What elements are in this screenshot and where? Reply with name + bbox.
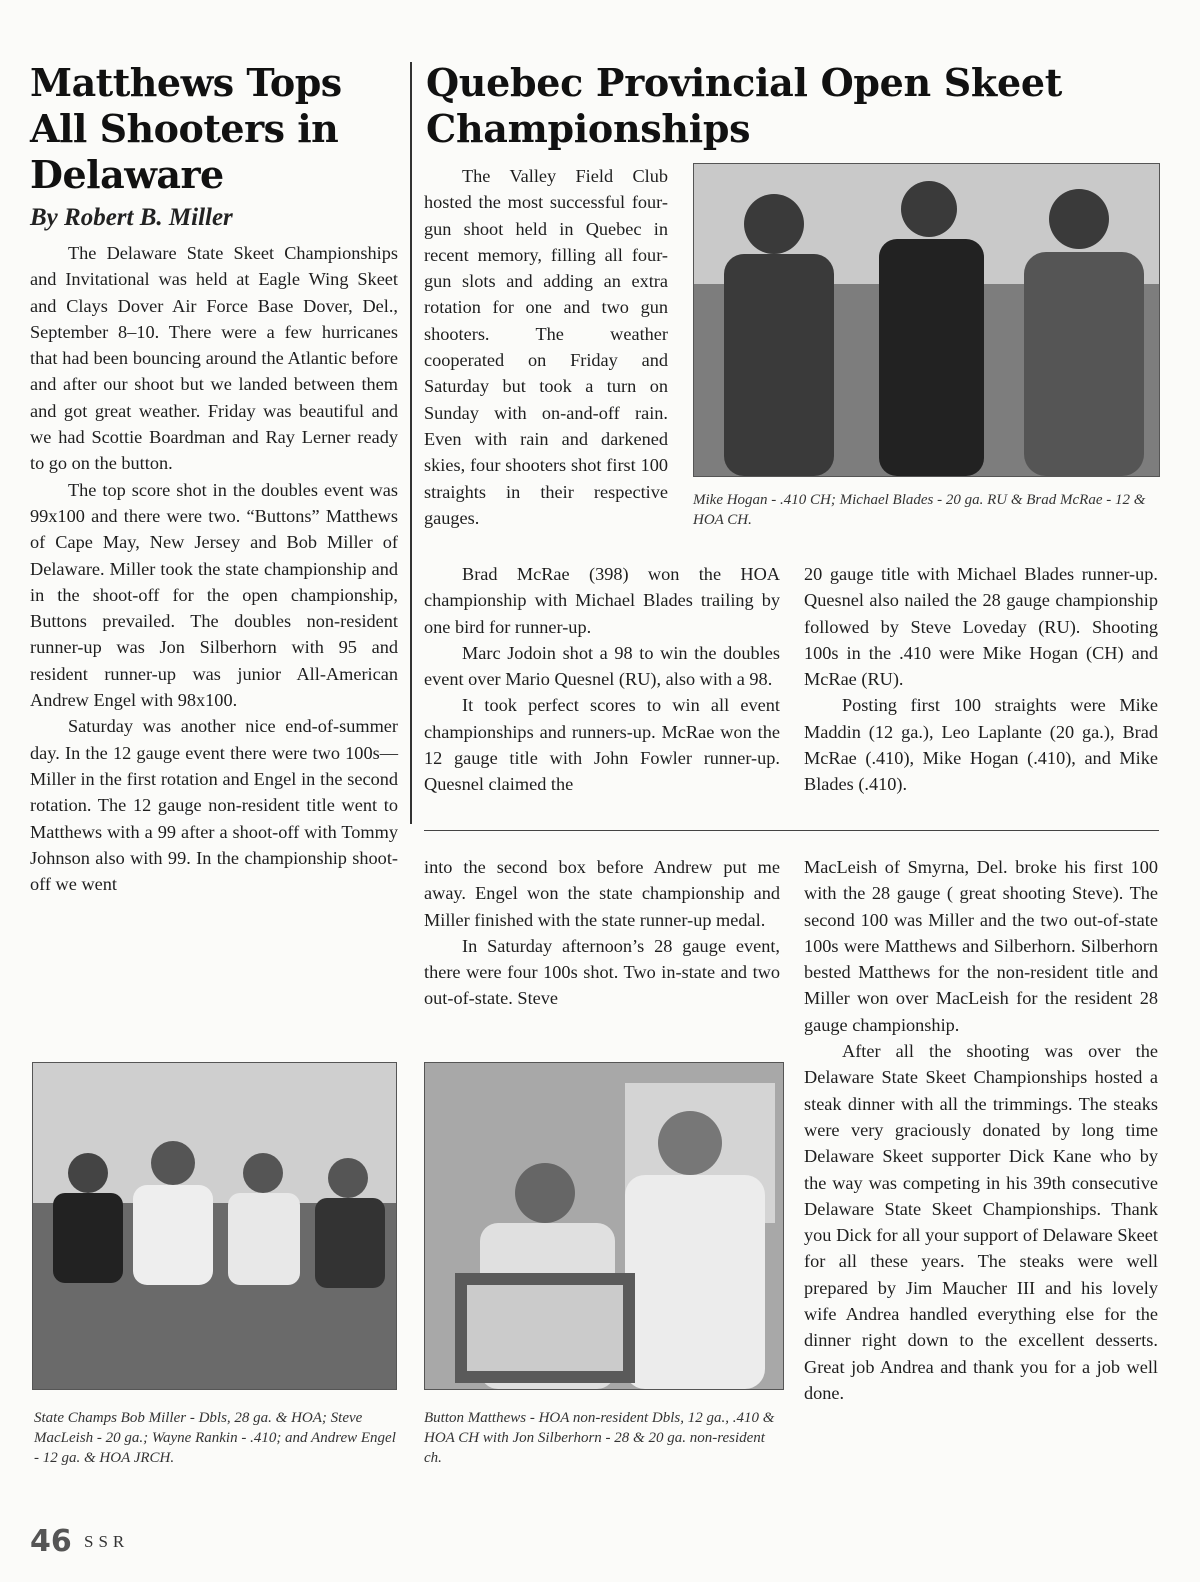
paragraph: Posting first 100 straights were Mike Maddin (12 ga.), Leo Laplante (20 ga.), Brad McRae (.410), Mike Hogan (.410), and Mike Blades (.410). — [804, 695, 1158, 795]
paragraph: The top score shot in the doubles event was 99x100 and there were two. “Buttons” Matthews of Cape May, New Jersey and Bob Miller of Delaware. Miller took the state championship and in the shoot-off for the open championship, Buttons prevailed. The doubles non-resident runner-up was Jon Silberhorn with 95 and resident runner-up was junior All-American Andrew Engel with 98x100. — [30, 479, 398, 711]
photo-state-champs — [32, 1062, 397, 1390]
left-article-column-3 — [804, 854, 1158, 1406]
photo-caption-state-champs: State Champs Bob Miller - Dbls, 28 ga. & HOA; Steve MacLeish - 20 ga.; Wayne Rankin - .410; and Andrew Engel - 12 ga. & HOA JRCH. — [34, 1410, 396, 1466]
left-article-headline: Matthews Tops All Shooters in Delaware — [30, 60, 342, 197]
paragraph: It took perfect scores to win all event championships and runners-up. McRae won the 12 gauge title with John Fowler runner-up. Quesnel claimed the — [424, 695, 780, 795]
paragraph: 20 gauge title with Michael Blades runner-up. Quesnel also nailed the 28 gauge championship followed by Steve Loveday (RU). Shooting 100s in the .410 were Mike Hogan (CH) and McRae (RU). — [804, 564, 1158, 690]
left-article-column-1 — [30, 240, 398, 897]
publication-label: SSR — [84, 1532, 130, 1551]
paragraph: MacLeish of Smyrna, Del. broke his first 100 with the 28 gauge ( great shooting Steve). The second 100 was Miller and the two out-of-state 100s were Matthews and Silberhorn. Silberhorn bested Matthews for the non-resident title and Miller won over MacLeish for the resident 28 gauge championship. — [804, 857, 1158, 1035]
paragraph: In Saturday afternoon’s 28 gauge event, there were four 100s shot. Two in-state and two out-of-state. Steve — [424, 935, 780, 1009]
paragraph: The Delaware State Skeet Championships and Invitational was held at Eagle Wing Skeet and Clays Dover Air Force Base Dover, Del., September 8–10. There were a few hurricanes that had been bouncing around the Atlantic before and after our shoot but we landed between them and got great weather. Friday was beautiful and we had Scottie Boardman and Ray Lerner ready to go on the button. — [30, 243, 398, 474]
photo-button-matthews — [424, 1062, 784, 1390]
paragraph: Brad McRae (398) won the HOA championship with Michael Blades trailing by one bird for runner-up. — [424, 564, 780, 637]
photo-caption-quebec: Mike Hogan - .410 CH; Michael Blades - 20 ga. RU & Brad McRae - 12 & HOA CH. — [693, 492, 1146, 528]
paragraph: Saturday was another nice end-of-summer day. In the 12 gauge event there were two 100s—Miller in the first rotation and Engel in the second rotation. The 12 gauge non-resident title went to Matthews with a 99 after a shoot-off with Tommy Johnson also with 99. In the championship shoot-off we went — [30, 716, 398, 895]
left-article-column-2 — [424, 854, 780, 1012]
photo-caption-button-matthews: Button Matthews - HOA non-resident Dbls, 12 ga., .410 & HOA CH with Jon Silberhorn - 28 & 20 ga. non-resident ch. — [424, 1410, 775, 1466]
byline: By Robert B. Miller — [30, 204, 233, 231]
paragraph: Marc Jodoin shot a 98 to win the doubles event over Mario Quesnel (RU), also with a 98. — [424, 642, 780, 690]
paragraph: After all the shooting was over the Delaware State Skeet Championships hosted a steak dinner with all the trimmings. The steaks were very graciously donated by long time Delaware Skeet supporter Dick Kane who by the way was competing in his 39th consecutive Delaware State Skeet Championships. Thank you Dick for all your support of Delaware Skeet for all these years. The steaks were well prepared by Jim Maucher III and his lovely wife Andrea handled everything else for the dinner right down to the excellent desserts. Great job Andrea and thank you for a job well done. — [804, 1041, 1158, 1403]
right-article-column-b — [804, 561, 1158, 798]
paragraph: The Valley Field Club hosted the most successful four-gun shoot held in Quebec in recent memory, filling all four-gun slots and adding an extra rotation for one and two gun shooters. The weather cooperated on Friday and Saturday but took a turn on Sunday with on-and-off rain. Even with rain and darkened skies, four shooters shot first 100 straights in their respective gauges. — [424, 166, 668, 528]
section-divider — [424, 830, 1159, 831]
right-article-column-a — [424, 561, 780, 798]
paragraph: into the second box before Andrew put me away. Engel won the state championship and Miller finished with the state runner-up medal. — [424, 857, 780, 930]
photo-quebec-winners — [693, 163, 1160, 477]
right-article-headline: Quebec Provincial Open Skeet Championships — [426, 60, 1062, 151]
column-divider — [410, 62, 412, 824]
page-number: 46 — [30, 1524, 72, 1559]
right-article-intro — [424, 163, 668, 531]
